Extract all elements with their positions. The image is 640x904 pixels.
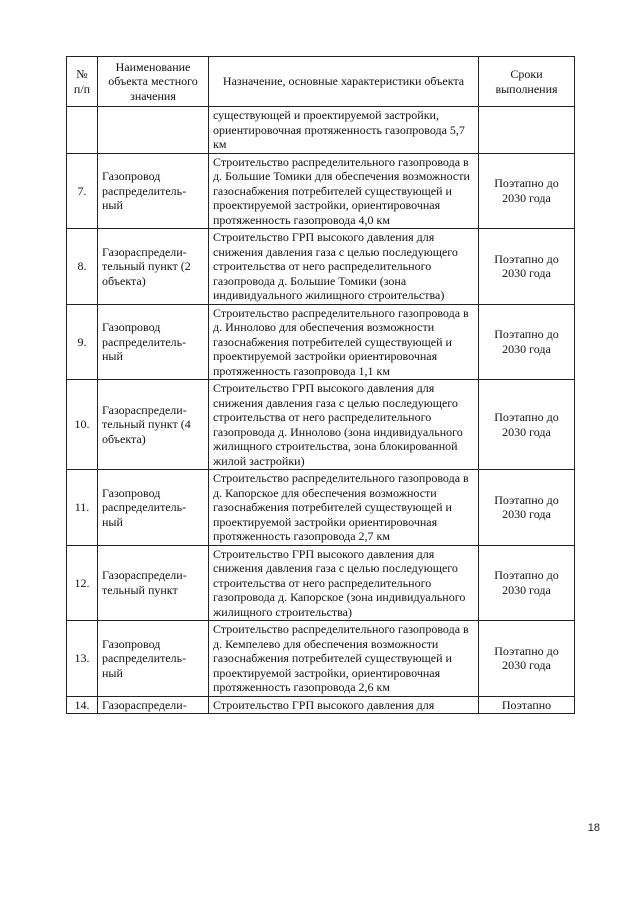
row-number: 11. bbox=[67, 470, 98, 546]
row-number: 10. bbox=[67, 380, 98, 470]
row-deadline: Поэтапно до 2030 года bbox=[479, 545, 575, 621]
row-object-name: Газораспредели-тельный пункт bbox=[98, 545, 209, 621]
row-description: Строительство ГРП высокого давления для bbox=[209, 696, 479, 714]
row-deadline: Поэтапно bbox=[479, 696, 575, 714]
table-row bbox=[67, 696, 575, 714]
row-number: 7. bbox=[67, 153, 98, 229]
table-row bbox=[67, 107, 575, 154]
table-row bbox=[67, 229, 575, 305]
row-description: Строительство распределительного газопровода в д. Иннолово для обеспечения возможности газоснабжения потребителей существующей и проектируемой застройки ориентировочная протяженность газопровода 1,1 км bbox=[209, 304, 479, 380]
row-deadline: Поэтапно до 2030 года bbox=[479, 380, 575, 470]
table-row bbox=[67, 153, 575, 229]
objects-table bbox=[66, 56, 575, 714]
row-description: Строительство распределительного газопровода в д. Капорское для обеспечения возможности газоснабжения потребителей существующей и проектируемой застройки ориентировочная протяженность газопровода 2,7 км bbox=[209, 470, 479, 546]
row-number: 14. bbox=[67, 696, 98, 714]
row-object-name: Газопровод распределитель-ный bbox=[98, 153, 209, 229]
table-row bbox=[67, 621, 575, 697]
row-number: 13. bbox=[67, 621, 98, 697]
row-object-name: Газораспредели-тельный пункт (4 объекта) bbox=[98, 380, 209, 470]
table-row bbox=[67, 470, 575, 546]
row-number: 8. bbox=[67, 229, 98, 305]
row-object-name bbox=[98, 107, 209, 154]
row-description: Строительство ГРП высокого давления для снижения давления газа с целью последующего строительства от него распределительного газопровода д. Капорское (зона индивидуального жилищного строительства) bbox=[209, 545, 479, 621]
row-object-name: Газораспредели- bbox=[98, 696, 209, 714]
row-number: 12. bbox=[67, 545, 98, 621]
row-deadline: Поэтапно до 2030 года bbox=[479, 153, 575, 229]
table-row bbox=[67, 304, 575, 380]
row-number: 9. bbox=[67, 304, 98, 380]
page-number: 18 bbox=[587, 822, 600, 834]
row-description: Строительство распределительного газопровода в д. Кемпелево для обеспечения возможности газоснабжения потребителей существующей и проектируемой застройки, ориентировочная протяженность газопровода 2,6 км bbox=[209, 621, 479, 697]
row-deadline: Поэтапно до 2030 года bbox=[479, 304, 575, 380]
header-description: Назначение, основные характеристики объекта bbox=[209, 57, 479, 107]
row-object-name: Газопровод распределитель-ный bbox=[98, 621, 209, 697]
header-number: № п/п bbox=[67, 57, 98, 107]
table-row bbox=[67, 380, 575, 470]
row-deadline: Поэтапно до 2030 года bbox=[479, 229, 575, 305]
row-description: Строительство ГРП высокого давления для снижения давления газа с целью последующего строительства от него распределительного газопровода д. Большие Томики (зона индивидуального жилищного строительства) bbox=[209, 229, 479, 305]
row-description: существующей и проектируемой застройки, ориентировочная протяженность газопровода 5,7 км bbox=[209, 107, 479, 154]
table-header-row bbox=[67, 57, 575, 107]
row-object-name: Газораспредели-тельный пункт (2 объекта) bbox=[98, 229, 209, 305]
row-description: Строительство ГРП высокого давления для снижения давления газа с целью последующего строительства от него распределительного газопровода д. Иннолово (зона индивидуального жилищного строительства, зона блокированной жилой застройки) bbox=[209, 380, 479, 470]
row-object-name: Газопровод распределитель-ный bbox=[98, 470, 209, 546]
row-deadline bbox=[479, 107, 575, 154]
row-number bbox=[67, 107, 98, 154]
header-object-name: Наименование объекта местного значения bbox=[98, 57, 209, 107]
row-description: Строительство распределительного газопровода в д. Большие Томики для обеспечения возможности газоснабжения потребителей существующей и проектируемой застройки, ориентировочная протяженность газопровода 4,0 км bbox=[209, 153, 479, 229]
header-deadline: Сроки выполнения bbox=[479, 57, 575, 107]
row-object-name: Газопровод распределитель-ный bbox=[98, 304, 209, 380]
row-deadline: Поэтапно до 2030 года bbox=[479, 621, 575, 697]
table-row bbox=[67, 545, 575, 621]
row-deadline: Поэтапно до 2030 года bbox=[479, 470, 575, 546]
